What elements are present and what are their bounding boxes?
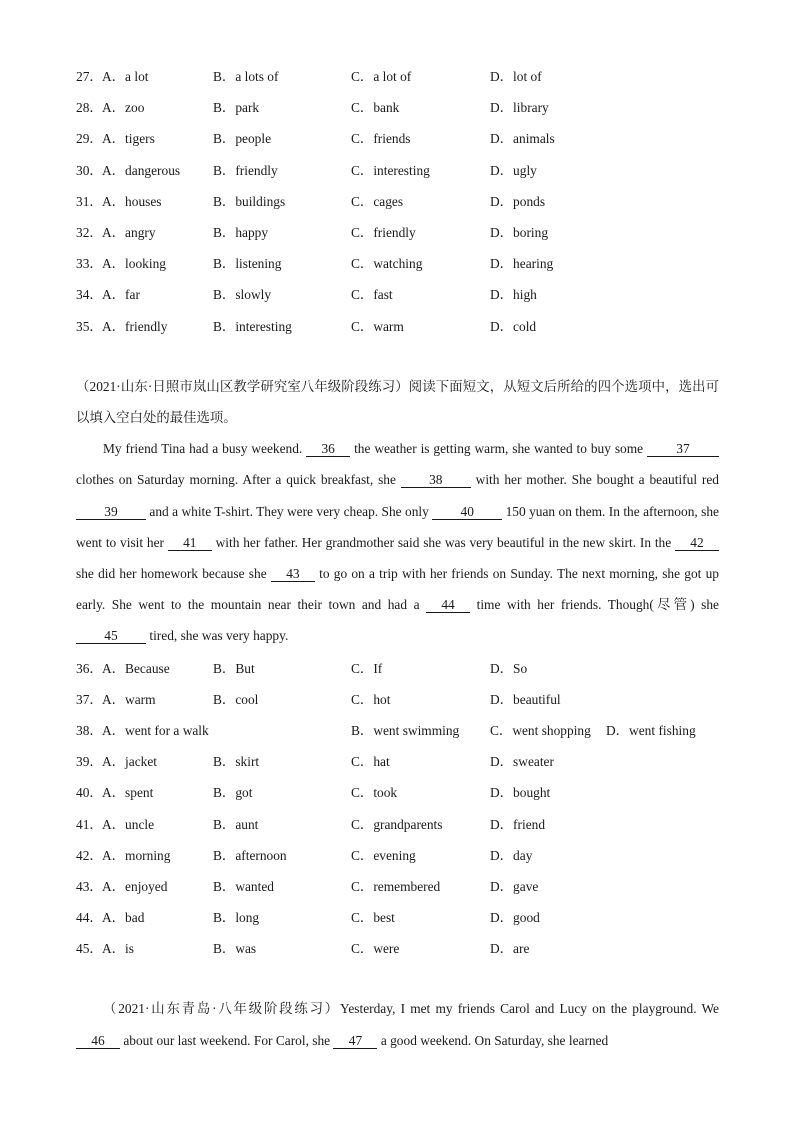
option-a: A．looking	[102, 256, 166, 272]
option-b: B．afternoon	[213, 847, 287, 863]
option-b: B．was	[213, 941, 257, 957]
option-d: D．So	[490, 660, 528, 676]
question-row	[76, 247, 719, 278]
option-b: B．got	[213, 785, 253, 801]
option-c: C．went shopping	[490, 722, 591, 738]
option-b: B．long	[213, 910, 260, 926]
blank-44: 44	[426, 597, 470, 613]
option-d: D．boring	[490, 225, 549, 241]
option-c: C．friendly	[351, 225, 416, 241]
question-row	[76, 776, 719, 807]
option-c: C．If	[351, 660, 383, 676]
option-b: B．friendly	[213, 162, 278, 178]
option-a: A．friendly	[102, 318, 168, 334]
question-row	[76, 216, 719, 247]
option-a: A．went for a walk	[102, 722, 209, 738]
option-b: B．park	[213, 100, 260, 116]
question-row	[76, 310, 719, 341]
question-number: 29．	[76, 131, 103, 147]
option-a: A．zoo	[102, 100, 145, 116]
question-row	[76, 745, 719, 776]
option-a: A．a lot	[102, 69, 149, 85]
option-d: D．animals	[490, 131, 555, 147]
option-d: D．sweater	[490, 754, 554, 770]
option-a: A．far	[102, 287, 140, 303]
option-d: D．ponds	[490, 193, 546, 209]
question-row	[76, 91, 719, 122]
question-number: 35．	[76, 318, 103, 334]
blank-46: 46	[76, 1033, 120, 1049]
option-c: C．best	[351, 910, 395, 926]
option-a: A．warm	[102, 691, 156, 707]
passage-text: the weather is getting warm, she wanted to buy some	[350, 441, 647, 457]
blank-47: 47	[333, 1033, 377, 1049]
option-a: A．is	[102, 941, 134, 957]
passage-text: 150 yuan on them. In the afternoon, she went to visit her	[76, 503, 719, 550]
question-number: 34．	[76, 287, 103, 303]
option-d: D．hearing	[490, 256, 554, 272]
option-d: D．lot of	[490, 69, 542, 85]
option-a: A．uncle	[102, 816, 155, 832]
option-b: B．interesting	[213, 318, 292, 334]
option-c: C．cages	[351, 193, 404, 209]
question-row	[76, 807, 719, 838]
question-row	[76, 154, 719, 185]
option-b: B．listening	[213, 256, 282, 272]
option-c: C．watching	[351, 256, 423, 272]
question-number: 41．	[76, 816, 103, 832]
option-b: B．slowly	[213, 287, 272, 303]
blank-41: 41	[168, 535, 212, 551]
question-number: 28．	[76, 100, 103, 116]
passage-text: time with her friends. Though(尽管) she	[470, 597, 719, 613]
passage-text: a good weekend. On Saturday, she learned	[377, 1032, 609, 1048]
question-number: 30．	[76, 162, 103, 178]
option-b: B．happy	[213, 225, 269, 241]
section-intro: （2021·山东·日照市岚山区教学研究室八年级阶段练习）阅读下面短文，从短文后所给的四个选项中，选出可以填入空白处的最佳选项。	[76, 378, 719, 425]
option-d: D．high	[490, 287, 537, 303]
passage-text: clothes on Saturday morning. After a quick breakfast, she	[76, 472, 401, 488]
option-d: D．are	[490, 941, 530, 957]
question-number: 43．	[76, 878, 103, 894]
option-c: C．grandparents	[351, 816, 443, 832]
passage-text: with her mother. She bought a beautiful red	[470, 472, 720, 488]
option-a: A．enjoyed	[102, 878, 168, 894]
option-b: B．cool	[213, 691, 259, 707]
blank-40: 40	[432, 504, 502, 520]
cloze-passage	[76, 433, 719, 651]
option-b: B．wanted	[213, 878, 274, 894]
question-row	[76, 683, 719, 714]
option-c: C．were	[351, 941, 400, 957]
blank-45: 45	[76, 628, 146, 644]
option-a: A．tigers	[102, 131, 155, 147]
option-d: D．friend	[490, 816, 546, 832]
question-number: 38．	[76, 722, 103, 738]
passage-text: about our last weekend. For Carol, she	[120, 1032, 334, 1048]
option-a: A．jacket	[102, 754, 158, 770]
blank-38: 38	[401, 472, 471, 488]
question-row	[76, 870, 719, 901]
blank-36: 36	[306, 441, 350, 457]
option-b: B．went swimming	[351, 722, 460, 738]
option-c: C．evening	[351, 847, 416, 863]
question-number: 27．	[76, 69, 103, 85]
question-number: 45．	[76, 941, 103, 957]
option-c: C．hot	[351, 691, 391, 707]
worksheet-page	[76, 60, 719, 1056]
question-number: 31．	[76, 193, 103, 209]
option-b: B．buildings	[213, 193, 286, 209]
question-number: 32．	[76, 225, 103, 241]
cloze-passage-2	[76, 993, 719, 1055]
option-c: C．fast	[351, 287, 393, 303]
passage-text: and a white T-shirt. They were very cheap. She only	[146, 503, 433, 519]
option-d: D．went fishing	[606, 722, 696, 738]
option-b: B．skirt	[213, 754, 260, 770]
option-c: C．warm	[351, 318, 404, 334]
option-a: A．angry	[102, 225, 156, 241]
option-d: D．day	[490, 847, 533, 863]
question-number: 44．	[76, 910, 103, 926]
question-row	[76, 60, 719, 91]
option-c: C．hat	[351, 754, 390, 770]
option-d: D．gave	[490, 878, 539, 894]
option-d: D．good	[490, 910, 540, 926]
option-b: B．people	[213, 131, 272, 147]
question-number: 36．	[76, 660, 103, 676]
question-number: 42．	[76, 847, 103, 863]
option-a: A．morning	[102, 847, 171, 863]
option-d: D．cold	[490, 318, 537, 334]
option-a: A．houses	[102, 193, 162, 209]
question-row	[76, 901, 719, 932]
question-row	[76, 839, 719, 870]
question-row	[76, 122, 719, 153]
question-row	[76, 185, 719, 216]
option-a: A．Because	[102, 660, 170, 676]
question-number: 33．	[76, 256, 103, 272]
option-b: B．But	[213, 660, 255, 676]
blank-42: 42	[675, 535, 719, 551]
question-number: 39．	[76, 754, 103, 770]
question-row	[76, 932, 719, 963]
option-c: C．remembered	[351, 878, 441, 894]
blank-43: 43	[271, 566, 315, 582]
question-list-36-45	[76, 652, 719, 964]
option-c: C．took	[351, 785, 398, 801]
question-row	[76, 278, 719, 309]
passage-text: （2021·山东青岛·八年级阶段练习）Yesterday, I met my friends Carol and Lucy on the playground. We	[103, 1001, 719, 1017]
option-d: D．ugly	[490, 162, 537, 178]
option-a: A．bad	[102, 910, 145, 926]
passage-text: tired, she was very happy.	[146, 628, 289, 644]
option-d: D．library	[490, 100, 549, 116]
question-row	[76, 714, 719, 745]
section-spacer	[76, 341, 719, 371]
blank-37: 37	[647, 441, 719, 457]
option-c: C．interesting	[351, 162, 430, 178]
option-d: D．bought	[490, 785, 551, 801]
question-number: 40．	[76, 785, 103, 801]
passage-text: My friend Tina had a busy weekend.	[103, 441, 307, 457]
passage-text: she did her homework because she	[76, 565, 271, 581]
section-spacer	[76, 963, 719, 993]
question-row	[76, 652, 719, 683]
option-c: C．bank	[351, 100, 400, 116]
blank-39: 39	[76, 504, 146, 520]
option-c: C．a lot of	[351, 69, 412, 85]
option-a: A．spent	[102, 785, 154, 801]
option-a: A．dangerous	[102, 162, 181, 178]
option-d: D．beautiful	[490, 691, 561, 707]
question-number: 37．	[76, 691, 103, 707]
question-list-27-35	[76, 60, 719, 341]
passage-text: to go on a trip with her friends on Sunday. The next morning, she got up early. She went to the mountain near their town and had a	[76, 565, 720, 613]
option-b: B．aunt	[213, 816, 259, 832]
option-b: B．a lots of	[213, 69, 279, 85]
passage-text: with her father. Her grandmother said she was very beautiful in the new skirt. In the	[211, 534, 675, 550]
option-c: C．friends	[351, 131, 411, 147]
